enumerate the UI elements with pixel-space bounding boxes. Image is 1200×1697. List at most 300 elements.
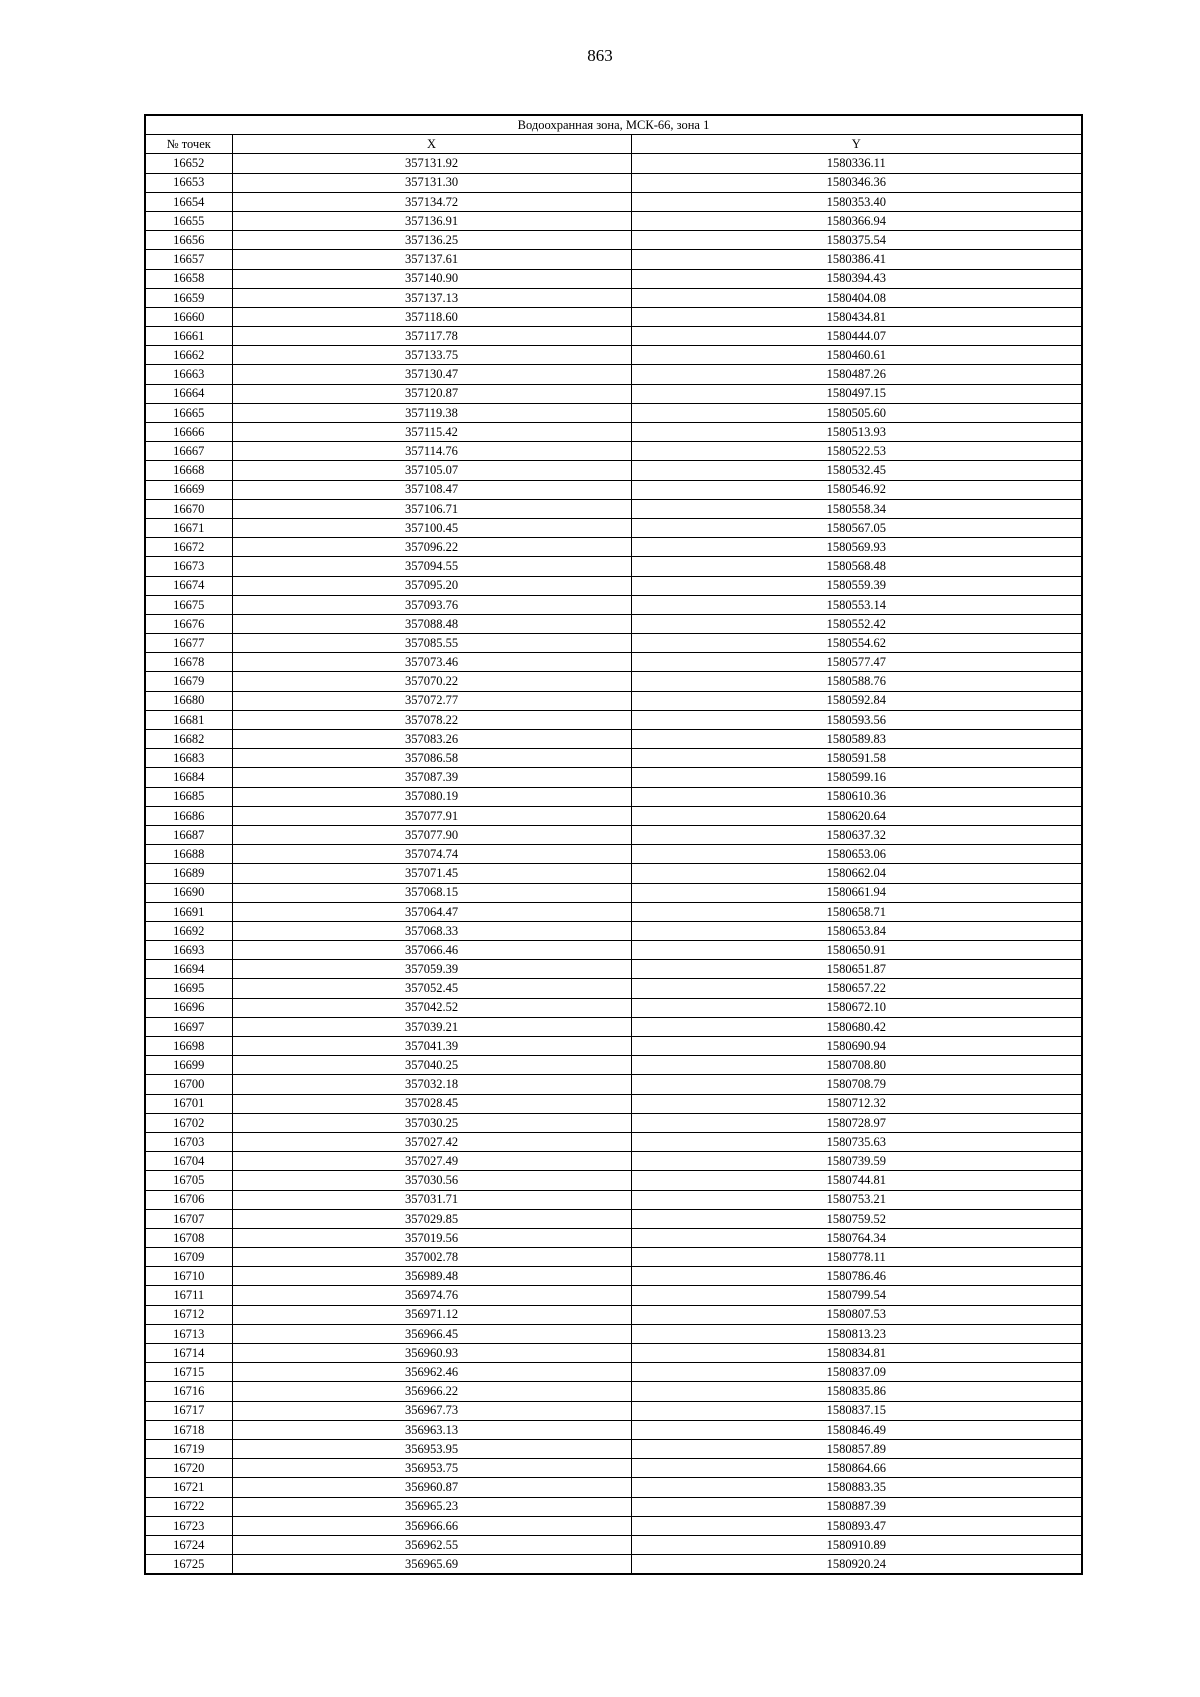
cell-point-number: 16672 xyxy=(145,538,232,557)
cell-point-number: 16711 xyxy=(145,1286,232,1305)
cell-y: 1580834.81 xyxy=(631,1344,1082,1363)
cell-y: 1580708.79 xyxy=(631,1075,1082,1094)
cell-y: 1580837.15 xyxy=(631,1401,1082,1420)
cell-x: 357002.78 xyxy=(232,1248,631,1267)
table-row xyxy=(145,710,1082,729)
cell-y: 1580657.22 xyxy=(631,979,1082,998)
table-row xyxy=(145,595,1082,614)
cell-point-number: 16653 xyxy=(145,173,232,192)
table-row xyxy=(145,154,1082,173)
cell-point-number: 16686 xyxy=(145,806,232,825)
cell-y: 1580513.93 xyxy=(631,423,1082,442)
cell-y: 1580661.94 xyxy=(631,883,1082,902)
table-row xyxy=(145,231,1082,250)
cell-x: 357131.30 xyxy=(232,173,631,192)
table-row xyxy=(145,1056,1082,1075)
cell-point-number: 16713 xyxy=(145,1324,232,1343)
cell-point-number: 16677 xyxy=(145,634,232,653)
table-row xyxy=(145,653,1082,672)
table-row xyxy=(145,768,1082,787)
cell-y: 1580593.56 xyxy=(631,710,1082,729)
cell-x: 357087.39 xyxy=(232,768,631,787)
cell-x: 357077.90 xyxy=(232,825,631,844)
cell-x: 356966.66 xyxy=(232,1516,631,1535)
cell-x: 357070.22 xyxy=(232,672,631,691)
cell-x: 357027.49 xyxy=(232,1152,631,1171)
cell-y: 1580460.61 xyxy=(631,346,1082,365)
table-row xyxy=(145,845,1082,864)
table-row xyxy=(145,1459,1082,1478)
cell-y: 1580592.84 xyxy=(631,691,1082,710)
table-row xyxy=(145,461,1082,480)
table-row xyxy=(145,250,1082,269)
cell-y: 1580786.46 xyxy=(631,1267,1082,1286)
cell-x: 357059.39 xyxy=(232,960,631,979)
table-row xyxy=(145,384,1082,403)
cell-x: 357032.18 xyxy=(232,1075,631,1094)
table-body xyxy=(145,154,1082,1574)
cell-point-number: 16658 xyxy=(145,269,232,288)
cell-point-number: 16657 xyxy=(145,250,232,269)
cell-point-number: 16679 xyxy=(145,672,232,691)
cell-x: 357027.42 xyxy=(232,1132,631,1151)
cell-y: 1580637.32 xyxy=(631,825,1082,844)
cell-x: 356971.12 xyxy=(232,1305,631,1324)
cell-y: 1580569.93 xyxy=(631,538,1082,557)
cell-x: 357105.07 xyxy=(232,461,631,480)
table-row xyxy=(145,960,1082,979)
cell-y: 1580764.34 xyxy=(631,1228,1082,1247)
cell-x: 356974.76 xyxy=(232,1286,631,1305)
cell-point-number: 16667 xyxy=(145,442,232,461)
cell-y: 1580887.39 xyxy=(631,1497,1082,1516)
cell-x: 357118.60 xyxy=(232,307,631,326)
cell-x: 356960.87 xyxy=(232,1478,631,1497)
table-row xyxy=(145,806,1082,825)
cell-y: 1580346.36 xyxy=(631,173,1082,192)
cell-point-number: 16701 xyxy=(145,1094,232,1113)
cell-point-number: 16656 xyxy=(145,231,232,250)
cell-point-number: 16662 xyxy=(145,346,232,365)
table-row xyxy=(145,902,1082,921)
cell-point-number: 16725 xyxy=(145,1555,232,1575)
cell-y: 1580620.64 xyxy=(631,806,1082,825)
cell-y: 1580759.52 xyxy=(631,1209,1082,1228)
cell-x: 357137.61 xyxy=(232,250,631,269)
cell-x: 357114.76 xyxy=(232,442,631,461)
cell-x: 357066.46 xyxy=(232,941,631,960)
cell-x: 357130.47 xyxy=(232,365,631,384)
cell-point-number: 16702 xyxy=(145,1113,232,1132)
cell-point-number: 16675 xyxy=(145,595,232,614)
cell-x: 357095.20 xyxy=(232,576,631,595)
cell-x: 357085.55 xyxy=(232,634,631,653)
cell-y: 1580558.34 xyxy=(631,499,1082,518)
table-row xyxy=(145,864,1082,883)
table-row xyxy=(145,1248,1082,1267)
table-row xyxy=(145,1190,1082,1209)
cell-x: 356960.93 xyxy=(232,1344,631,1363)
cell-point-number: 16681 xyxy=(145,710,232,729)
cell-point-number: 16687 xyxy=(145,825,232,844)
cell-point-number: 16669 xyxy=(145,480,232,499)
cell-point-number: 16694 xyxy=(145,960,232,979)
cell-y: 1580735.63 xyxy=(631,1132,1082,1151)
cell-point-number: 16685 xyxy=(145,787,232,806)
cell-y: 1580690.94 xyxy=(631,1037,1082,1056)
cell-x: 356966.45 xyxy=(232,1324,631,1343)
cell-x: 356966.22 xyxy=(232,1382,631,1401)
cell-y: 1580588.76 xyxy=(631,672,1082,691)
cell-point-number: 16706 xyxy=(145,1190,232,1209)
cell-x: 357134.72 xyxy=(232,192,631,211)
cell-point-number: 16708 xyxy=(145,1228,232,1247)
cell-y: 1580857.89 xyxy=(631,1439,1082,1458)
cell-y: 1580353.40 xyxy=(631,192,1082,211)
cell-point-number: 16710 xyxy=(145,1267,232,1286)
cell-point-number: 16670 xyxy=(145,499,232,518)
cell-y: 1580404.08 xyxy=(631,288,1082,307)
cell-y: 1580386.41 xyxy=(631,250,1082,269)
cell-point-number: 16680 xyxy=(145,691,232,710)
cell-y: 1580559.39 xyxy=(631,576,1082,595)
table-row xyxy=(145,1420,1082,1439)
header-x: X xyxy=(232,135,631,154)
cell-x: 357078.22 xyxy=(232,710,631,729)
cell-point-number: 16703 xyxy=(145,1132,232,1151)
cell-x: 357119.38 xyxy=(232,403,631,422)
cell-point-number: 16712 xyxy=(145,1305,232,1324)
cell-y: 1580837.09 xyxy=(631,1363,1082,1382)
table-row xyxy=(145,1401,1082,1420)
cell-x: 357072.77 xyxy=(232,691,631,710)
cell-point-number: 16682 xyxy=(145,730,232,749)
table-row xyxy=(145,1516,1082,1535)
cell-x: 357042.52 xyxy=(232,998,631,1017)
cell-x: 357068.33 xyxy=(232,921,631,940)
table-row xyxy=(145,192,1082,211)
cell-y: 1580434.81 xyxy=(631,307,1082,326)
cell-x: 357028.45 xyxy=(232,1094,631,1113)
cell-y: 1580728.97 xyxy=(631,1113,1082,1132)
cell-y: 1580497.15 xyxy=(631,384,1082,403)
cell-point-number: 16683 xyxy=(145,749,232,768)
cell-y: 1580568.48 xyxy=(631,557,1082,576)
cell-y: 1580883.35 xyxy=(631,1478,1082,1497)
cell-y: 1580835.86 xyxy=(631,1382,1082,1401)
cell-y: 1580394.43 xyxy=(631,269,1082,288)
cell-point-number: 16709 xyxy=(145,1248,232,1267)
cell-x: 357040.25 xyxy=(232,1056,631,1075)
table-row xyxy=(145,307,1082,326)
header-y: Y xyxy=(631,135,1082,154)
cell-y: 1580366.94 xyxy=(631,211,1082,230)
cell-x: 357096.22 xyxy=(232,538,631,557)
cell-x: 357086.58 xyxy=(232,749,631,768)
cell-y: 1580651.87 xyxy=(631,960,1082,979)
cell-point-number: 16678 xyxy=(145,653,232,672)
cell-y: 1580893.47 xyxy=(631,1516,1082,1535)
cell-y: 1580680.42 xyxy=(631,1017,1082,1036)
table-row xyxy=(145,1286,1082,1305)
table-row xyxy=(145,1382,1082,1401)
cell-point-number: 16684 xyxy=(145,768,232,787)
cell-y: 1580546.92 xyxy=(631,480,1082,499)
cell-x: 357071.45 xyxy=(232,864,631,883)
table-row xyxy=(145,499,1082,518)
cell-x: 357115.42 xyxy=(232,423,631,442)
cell-point-number: 16718 xyxy=(145,1420,232,1439)
cell-y: 1580807.53 xyxy=(631,1305,1082,1324)
cell-point-number: 16690 xyxy=(145,883,232,902)
cell-y: 1580375.54 xyxy=(631,231,1082,250)
cell-point-number: 16663 xyxy=(145,365,232,384)
table-row xyxy=(145,634,1082,653)
cell-x: 357120.87 xyxy=(232,384,631,403)
cell-x: 356989.48 xyxy=(232,1267,631,1286)
cell-point-number: 16692 xyxy=(145,921,232,940)
cell-y: 1580589.83 xyxy=(631,730,1082,749)
table-row xyxy=(145,825,1082,844)
table-title: Водоохранная зона, МСК-66, зона 1 xyxy=(145,115,1082,135)
cell-point-number: 16721 xyxy=(145,1478,232,1497)
cell-y: 1580599.16 xyxy=(631,768,1082,787)
cell-x: 357094.55 xyxy=(232,557,631,576)
cell-point-number: 16715 xyxy=(145,1363,232,1382)
cell-y: 1580910.89 xyxy=(631,1535,1082,1554)
cell-point-number: 16697 xyxy=(145,1017,232,1036)
table-row xyxy=(145,442,1082,461)
cell-point-number: 16722 xyxy=(145,1497,232,1516)
cell-y: 1580708.80 xyxy=(631,1056,1082,1075)
header-point-number: № точек xyxy=(145,135,232,154)
cell-point-number: 16698 xyxy=(145,1037,232,1056)
cell-x: 356953.75 xyxy=(232,1459,631,1478)
cell-x: 357106.71 xyxy=(232,499,631,518)
cell-x: 357068.15 xyxy=(232,883,631,902)
cell-point-number: 16696 xyxy=(145,998,232,1017)
cell-x: 357108.47 xyxy=(232,480,631,499)
cell-x: 357136.91 xyxy=(232,211,631,230)
cell-y: 1580744.81 xyxy=(631,1171,1082,1190)
cell-x: 357088.48 xyxy=(232,614,631,633)
table-row xyxy=(145,691,1082,710)
cell-y: 1580920.24 xyxy=(631,1555,1082,1575)
table-row xyxy=(145,288,1082,307)
cell-y: 1580864.66 xyxy=(631,1459,1082,1478)
table-row xyxy=(145,1555,1082,1575)
table-row xyxy=(145,1113,1082,1132)
cell-point-number: 16719 xyxy=(145,1439,232,1458)
cell-x: 356965.23 xyxy=(232,1497,631,1516)
cell-y: 1580813.23 xyxy=(631,1324,1082,1343)
cell-point-number: 16673 xyxy=(145,557,232,576)
cell-x: 357074.74 xyxy=(232,845,631,864)
cell-point-number: 16661 xyxy=(145,327,232,346)
cell-point-number: 16674 xyxy=(145,576,232,595)
cell-point-number: 16723 xyxy=(145,1516,232,1535)
coordinates-table xyxy=(144,114,1083,1575)
cell-y: 1580336.11 xyxy=(631,154,1082,173)
table-row xyxy=(145,921,1082,940)
table-row xyxy=(145,614,1082,633)
table-row xyxy=(145,557,1082,576)
cell-x: 357052.45 xyxy=(232,979,631,998)
cell-y: 1580846.49 xyxy=(631,1420,1082,1439)
cell-x: 357073.46 xyxy=(232,653,631,672)
table-row xyxy=(145,979,1082,998)
cell-y: 1580505.60 xyxy=(631,403,1082,422)
cell-y: 1580653.06 xyxy=(631,845,1082,864)
cell-point-number: 16691 xyxy=(145,902,232,921)
cell-x: 357080.19 xyxy=(232,787,631,806)
cell-x: 357093.76 xyxy=(232,595,631,614)
cell-y: 1580739.59 xyxy=(631,1152,1082,1171)
cell-y: 1580577.47 xyxy=(631,653,1082,672)
cell-x: 356965.69 xyxy=(232,1555,631,1575)
table-row xyxy=(145,941,1082,960)
table-row xyxy=(145,1363,1082,1382)
cell-point-number: 16693 xyxy=(145,941,232,960)
cell-point-number: 16717 xyxy=(145,1401,232,1420)
cell-y: 1580778.11 xyxy=(631,1248,1082,1267)
cell-point-number: 16676 xyxy=(145,614,232,633)
cell-point-number: 16689 xyxy=(145,864,232,883)
cell-x: 357031.71 xyxy=(232,1190,631,1209)
cell-x: 357133.75 xyxy=(232,346,631,365)
table-row xyxy=(145,1094,1082,1113)
cell-y: 1580554.62 xyxy=(631,634,1082,653)
table-row xyxy=(145,1132,1082,1151)
cell-y: 1580567.05 xyxy=(631,518,1082,537)
cell-point-number: 16671 xyxy=(145,518,232,537)
cell-x: 356962.46 xyxy=(232,1363,631,1382)
cell-point-number: 16699 xyxy=(145,1056,232,1075)
cell-y: 1580653.84 xyxy=(631,921,1082,940)
cell-x: 357117.78 xyxy=(232,327,631,346)
cell-x: 357041.39 xyxy=(232,1037,631,1056)
table-row xyxy=(145,518,1082,537)
cell-x: 357100.45 xyxy=(232,518,631,537)
cell-point-number: 16704 xyxy=(145,1152,232,1171)
cell-x: 357019.56 xyxy=(232,1228,631,1247)
cell-point-number: 16659 xyxy=(145,288,232,307)
table-row xyxy=(145,269,1082,288)
cell-x: 356953.95 xyxy=(232,1439,631,1458)
cell-point-number: 16700 xyxy=(145,1075,232,1094)
cell-y: 1580591.58 xyxy=(631,749,1082,768)
cell-point-number: 16655 xyxy=(145,211,232,230)
cell-x: 357131.92 xyxy=(232,154,631,173)
table-row xyxy=(145,1017,1082,1036)
table-row xyxy=(145,1324,1082,1343)
cell-x: 357064.47 xyxy=(232,902,631,921)
cell-y: 1580553.14 xyxy=(631,595,1082,614)
cell-y: 1580487.26 xyxy=(631,365,1082,384)
cell-point-number: 16668 xyxy=(145,461,232,480)
cell-point-number: 16665 xyxy=(145,403,232,422)
cell-y: 1580712.32 xyxy=(631,1094,1082,1113)
table-title-row xyxy=(145,115,1082,135)
table-row xyxy=(145,1305,1082,1324)
cell-y: 1580552.42 xyxy=(631,614,1082,633)
table-row xyxy=(145,1267,1082,1286)
cell-point-number: 16714 xyxy=(145,1344,232,1363)
table-row xyxy=(145,423,1082,442)
table-row xyxy=(145,787,1082,806)
cell-point-number: 16724 xyxy=(145,1535,232,1554)
table-row xyxy=(145,1209,1082,1228)
cell-y: 1580672.10 xyxy=(631,998,1082,1017)
cell-x: 357137.13 xyxy=(232,288,631,307)
table-row xyxy=(145,749,1082,768)
table-row xyxy=(145,327,1082,346)
cell-point-number: 16660 xyxy=(145,307,232,326)
cell-y: 1580650.91 xyxy=(631,941,1082,960)
cell-y: 1580658.71 xyxy=(631,902,1082,921)
cell-point-number: 16654 xyxy=(145,192,232,211)
table-row xyxy=(145,1497,1082,1516)
table-row xyxy=(145,1535,1082,1554)
table-row xyxy=(145,1228,1082,1247)
cell-y: 1580662.04 xyxy=(631,864,1082,883)
table-row xyxy=(145,1171,1082,1190)
table-row xyxy=(145,1075,1082,1094)
cell-y: 1580444.07 xyxy=(631,327,1082,346)
table-row xyxy=(145,998,1082,1017)
table-row xyxy=(145,538,1082,557)
cell-y: 1580522.53 xyxy=(631,442,1082,461)
cell-point-number: 16666 xyxy=(145,423,232,442)
cell-x: 356967.73 xyxy=(232,1401,631,1420)
cell-point-number: 16695 xyxy=(145,979,232,998)
cell-point-number: 16652 xyxy=(145,154,232,173)
table-row xyxy=(145,1152,1082,1171)
cell-point-number: 16705 xyxy=(145,1171,232,1190)
cell-point-number: 16707 xyxy=(145,1209,232,1228)
cell-point-number: 16720 xyxy=(145,1459,232,1478)
cell-x: 357077.91 xyxy=(232,806,631,825)
table-row xyxy=(145,346,1082,365)
cell-x: 357030.25 xyxy=(232,1113,631,1132)
table-row xyxy=(145,211,1082,230)
table-row xyxy=(145,173,1082,192)
cell-x: 357140.90 xyxy=(232,269,631,288)
table-row xyxy=(145,1344,1082,1363)
cell-y: 1580753.21 xyxy=(631,1190,1082,1209)
table-row xyxy=(145,672,1082,691)
cell-x: 356962.55 xyxy=(232,1535,631,1554)
table-row xyxy=(145,1037,1082,1056)
page-number: 863 xyxy=(587,46,613,65)
cell-x: 357030.56 xyxy=(232,1171,631,1190)
cell-point-number: 16664 xyxy=(145,384,232,403)
cell-point-number: 16688 xyxy=(145,845,232,864)
cell-point-number: 16716 xyxy=(145,1382,232,1401)
cell-x: 357136.25 xyxy=(232,231,631,250)
table-header-row xyxy=(145,135,1082,154)
table-row xyxy=(145,1439,1082,1458)
table-row xyxy=(145,730,1082,749)
cell-x: 357039.21 xyxy=(232,1017,631,1036)
table-row xyxy=(145,403,1082,422)
cell-x: 357029.85 xyxy=(232,1209,631,1228)
table-row xyxy=(145,480,1082,499)
table-row xyxy=(145,576,1082,595)
cell-y: 1580532.45 xyxy=(631,461,1082,480)
table-row xyxy=(145,365,1082,384)
cell-x: 356963.13 xyxy=(232,1420,631,1439)
